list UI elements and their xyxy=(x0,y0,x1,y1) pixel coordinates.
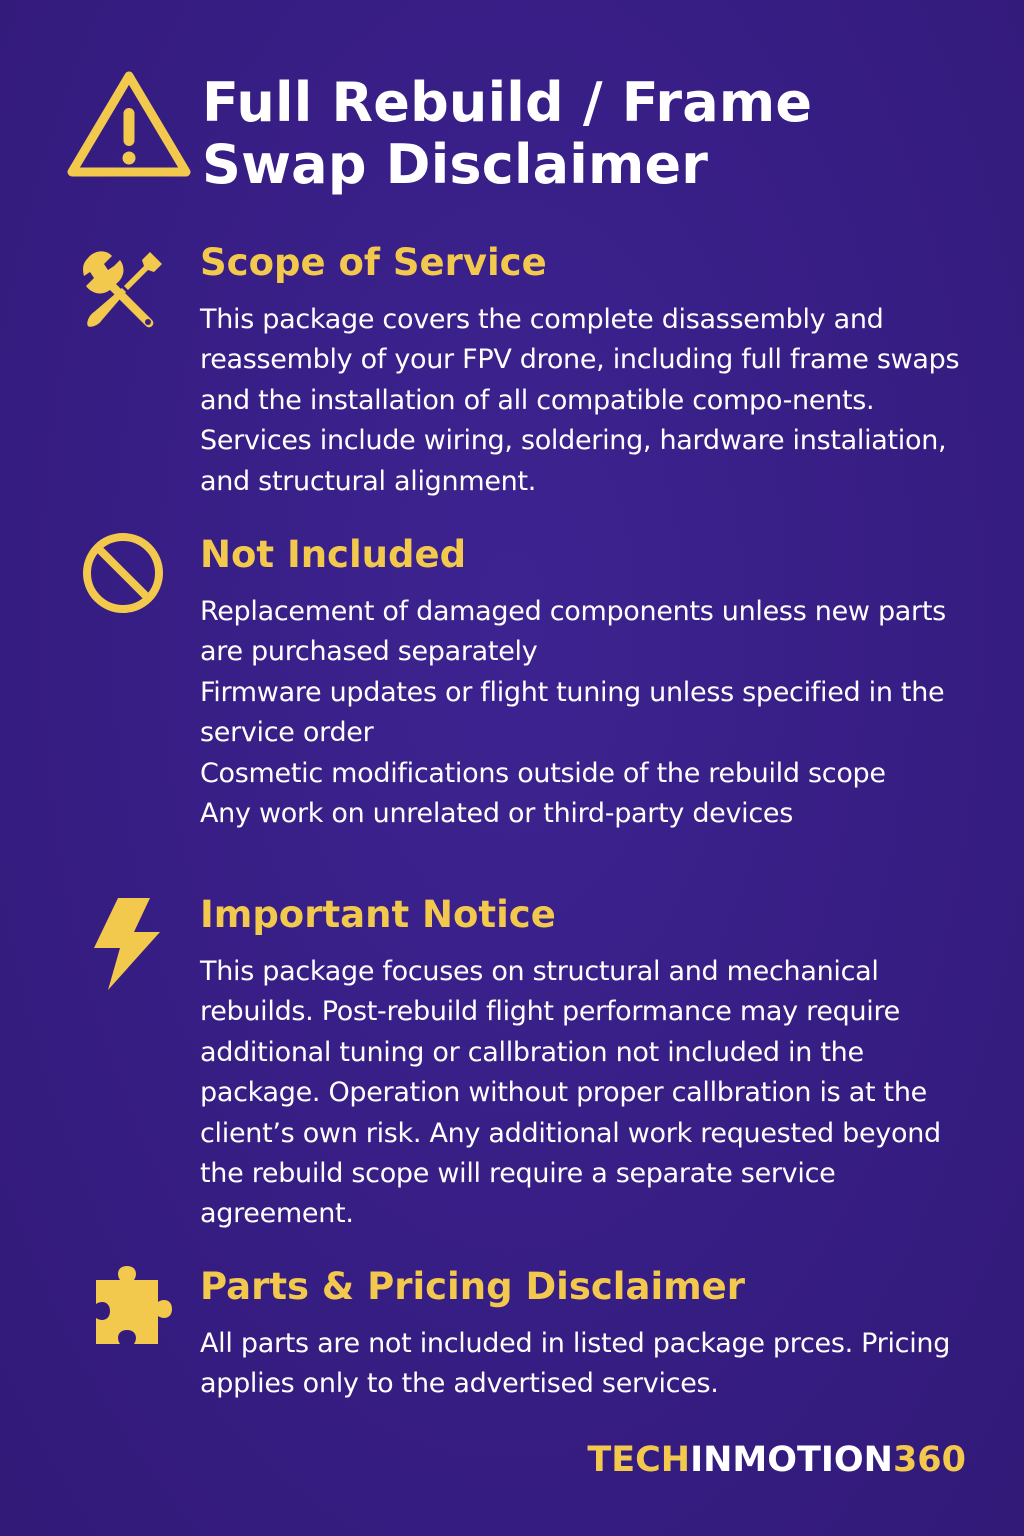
brand-part-inmotion: INMOTION xyxy=(690,1440,893,1480)
pricing-text: All parts are not included in listed package prces. Pricing applies only to the advertised services. xyxy=(200,1328,951,1400)
notice-body xyxy=(200,952,980,1235)
list-item: Firmware updates or flight tuning unless specified in the service order xyxy=(200,676,945,749)
notice-heading: Important Notice xyxy=(200,893,556,936)
page-header xyxy=(66,66,976,206)
not-included-heading: Not Included xyxy=(200,533,467,576)
pricing-body xyxy=(200,1324,960,1405)
wrench-screwdriver-icon xyxy=(80,246,168,334)
scope-body xyxy=(200,300,990,502)
brand-logo xyxy=(587,1438,966,1482)
list-item: Any work on unrelated or third-party devices xyxy=(200,798,793,830)
list-item: Cosmetic modifications outside of the rebuild scope xyxy=(200,757,886,789)
scope-heading: Scope of Service xyxy=(200,241,547,284)
brand-part-360: 360 xyxy=(892,1440,966,1480)
warning-triangle-icon xyxy=(66,68,192,180)
puzzle-piece-icon xyxy=(90,1264,174,1348)
lightning-bolt-icon xyxy=(88,896,164,992)
pricing-heading: Parts & Pricing Disclaimer xyxy=(200,1265,746,1308)
scope-text: This package covers the complete disassembly and reassembly of your FPV drone, including full frame swaps and the installation of all compatible compo-nents. Services include wiring, soldering, hardware instaliation, and structural alignment. xyxy=(200,304,960,497)
not-included-list xyxy=(200,592,960,834)
prohibited-icon xyxy=(80,530,166,616)
list-item: Replacement of damaged components unless new parts are purchased separately xyxy=(200,596,946,668)
notice-text: This package focuses on structural and mechanical rebuilds. Post-rebuild flight performance may require additional tuning or callbration not included in the package. Operation without proper callbration is at the client’s own risk. Any additional work requested beyond the rebuild scope will require a separate service agreement. xyxy=(200,956,941,1230)
page-title: Full Rebuild / Frame Swap Disclaimer xyxy=(202,71,813,196)
brand-part-tech: TECH xyxy=(587,1440,691,1480)
